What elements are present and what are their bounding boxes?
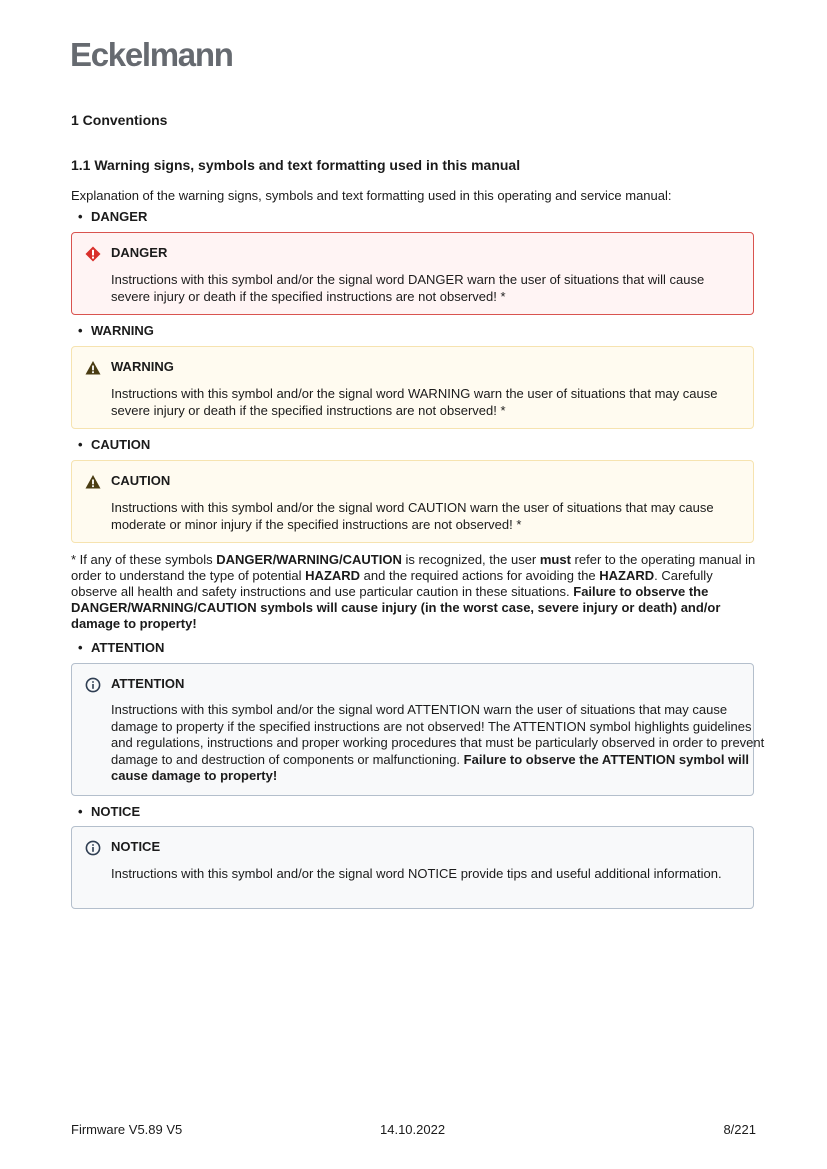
- note-text-5: . Carefully observe all health and safety instructions and use particular caution in these situations.: [71, 568, 713, 599]
- intro-paragraph: Explanation of the warning signs, symbols and text formatting used in this operating and service manual:: [71, 188, 672, 203]
- footer-date: 14.10.2022: [380, 1122, 446, 1137]
- attention-title: ATTENTION: [111, 676, 185, 691]
- caution-box: [71, 460, 754, 543]
- note-text-4: and the required actions for avoiding the: [360, 568, 600, 583]
- bullet-notice: • NOTICE: [78, 804, 141, 819]
- bullet-notice-label: NOTICE: [91, 804, 141, 819]
- attention-text: Instructions with this symbol and/or the signal word ATTENTION warn the user of situations that may cause damage to property if the specified instructions are not observed! The ATTENTION symbol highlights guidelines and regulations, instructions and proper working procedures that must be particularly observed in order to prevent damage to and destruction of components or malfunctioning.: [111, 702, 765, 767]
- footer-page-number: 8/221: [723, 1122, 756, 1137]
- note-bold-symbols: DANGER/WARNING/CAUTION: [216, 552, 402, 567]
- info-circle-icon: [85, 840, 101, 856]
- footer-firmware: Firmware V5.89 V5: [71, 1122, 183, 1137]
- note-text-1: * If any of these symbols: [71, 552, 217, 567]
- info-circle-icon: [85, 677, 101, 693]
- caution-text: Instructions with this symbol and/or the signal word CAUTION warn the user of situations that may cause moderate or minor injury if the specified instructions are not observed! *: [111, 500, 714, 532]
- note-text-2: is recognized, the user: [401, 552, 540, 567]
- attention-bold-text: Failure to observe the ATTENTION symbol will cause damage to property!: [111, 751, 749, 783]
- bullet-caution: • CAUTION: [78, 437, 151, 452]
- caution-title: CAUTION: [111, 473, 171, 488]
- bullet-warning: • WARNING: [78, 323, 154, 338]
- notice-text: Instructions with this symbol and/or the signal word NOTICE provide tips and useful additional information.: [111, 866, 722, 881]
- danger-title: DANGER: [111, 245, 168, 260]
- danger-diamond-icon: [85, 246, 101, 262]
- attention-text-block: [111, 702, 771, 785]
- caution-triangle-icon: [85, 474, 101, 490]
- bullet-attention-label: ATTENTION: [91, 640, 165, 655]
- attention-box: [71, 663, 765, 796]
- note-bold-must: must: [539, 552, 571, 567]
- note-bold-failure: Failure to observe the DANGER/WARNING/CAUTION symbols will cause injury (in the worst case, severe injury or death) and/or damage to property!: [71, 584, 721, 631]
- company-logo: Eckelmann: [70, 36, 233, 73]
- note-text-3: refer to the operating manual in order to understand the type of potential: [71, 552, 756, 583]
- note-bold-hazard-1: HAZARD: [305, 568, 361, 583]
- bullet-warning-label: WARNING: [91, 323, 154, 338]
- notice-box: [71, 826, 754, 909]
- bullet-attention: • ATTENTION: [78, 640, 165, 655]
- hazard-note-paragraph: [71, 552, 757, 632]
- note-bold-hazard-2: HAZARD: [599, 568, 655, 583]
- danger-box: [71, 232, 754, 315]
- section-heading: 1 Conventions: [71, 112, 168, 128]
- warning-box: [71, 346, 754, 429]
- warning-triangle-icon: [85, 360, 101, 376]
- subsection-heading: 1.1 Warning signs, symbols and text formatting used in this manual: [71, 157, 521, 173]
- bullet-danger-label: DANGER: [91, 209, 148, 224]
- notice-title: NOTICE: [111, 839, 161, 854]
- danger-text: Instructions with this symbol and/or the signal word DANGER warn the user of situations that will cause severe injury or death if the specified instructions are not observed! *: [111, 272, 705, 304]
- warning-title: WARNING: [111, 359, 174, 374]
- warning-text: Instructions with this symbol and/or the signal word WARNING warn the user of situations that may cause severe injury or death if the specified instructions are not observed! *: [111, 386, 718, 418]
- bullet-danger: • DANGER: [78, 209, 148, 224]
- bullet-caution-label: CAUTION: [91, 437, 151, 452]
